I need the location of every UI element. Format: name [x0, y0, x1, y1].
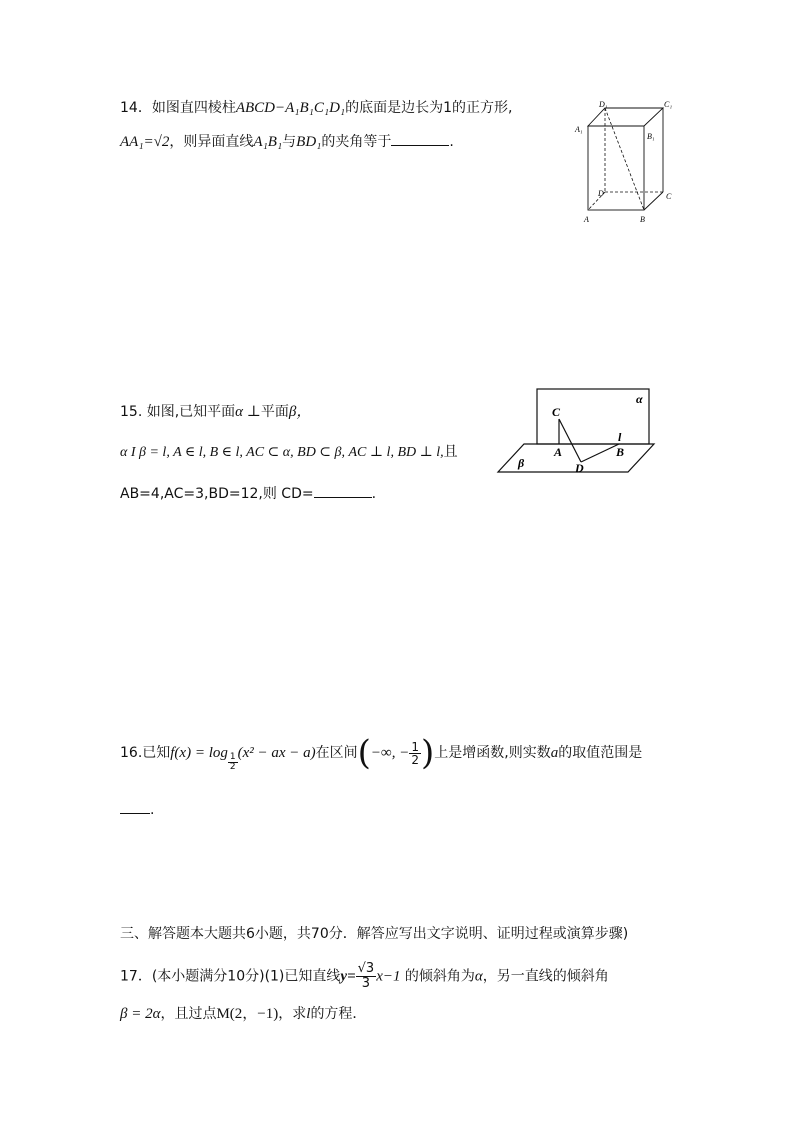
- prism-front-face: [588, 126, 644, 210]
- q16-text: 上是增函数,则实数: [434, 745, 551, 761]
- q15-text: 如图,已知平面: [146, 404, 236, 420]
- label-d: D: [575, 461, 584, 475]
- q14-text: 如图直四棱柱: [151, 100, 236, 116]
- prism-diagonal-bd1: [605, 108, 644, 210]
- q17-line1: [120, 962, 609, 991]
- left-paren: (: [357, 733, 371, 773]
- q17-x-minus-1: x−1: [376, 968, 401, 985]
- q17-text: ，且过点: [160, 1006, 217, 1022]
- q15-conditions: α I β = l, A ∈ l, B ∈ l, AC ⊂ α, BD ⊂ β, AC ⊥ l, BD ⊥ l,: [120, 445, 444, 460]
- q15-beta: β，: [288, 404, 312, 420]
- q16-interval: −∞, −: [370, 745, 410, 761]
- q15-planes-figure: [496, 386, 658, 478]
- q15-text: 且: [443, 444, 458, 460]
- q14-number: 14．: [120, 100, 152, 116]
- q17-number: 17．: [120, 968, 152, 985]
- q15-end: .: [371, 486, 377, 502]
- q14-line2: [120, 132, 454, 152]
- answer-blank[interactable]: [391, 132, 449, 146]
- q15-given: AB=4,AC=3,BD=12,则 CD=: [120, 486, 314, 502]
- q16-line2: [120, 800, 154, 820]
- q17-point: M(2，−1): [216, 1006, 279, 1022]
- label-c: C: [552, 405, 561, 419]
- label-a1: A₁: [575, 125, 583, 134]
- q14-end: .: [449, 134, 454, 150]
- q14-text: 的底面是边长为1的正方形,: [345, 100, 513, 116]
- q17-beta-eq: β = 2α: [120, 1006, 161, 1022]
- label-b1: B₁: [647, 132, 655, 141]
- q16-end: .: [150, 802, 155, 818]
- q14-a1b1: A₁B₁: [253, 134, 283, 150]
- label-alpha: α: [636, 392, 643, 406]
- q16-frac: $\frac{1}{2}$: [411, 739, 419, 767]
- section3-heading: 三、解答题本大题共6小题，共70分．解答应写出文字说明、证明过程或演算步骤): [120, 926, 629, 942]
- label-beta: β: [518, 456, 525, 470]
- label-a: A: [554, 445, 563, 459]
- q16-arg: (x² − ax − a): [237, 745, 316, 761]
- label-c: C: [666, 192, 672, 201]
- q14-aa1: AA₁=√2: [120, 134, 170, 150]
- label-d: D: [598, 189, 604, 198]
- q14-line1: [120, 98, 513, 118]
- q17-text: ，求: [278, 1006, 307, 1022]
- q14-bd1: BD₁: [296, 134, 322, 150]
- q14-prism-figure: [572, 96, 682, 231]
- q15-alpha-perp: α ⊥: [235, 404, 261, 420]
- q14-text: ，则异面直线: [169, 134, 254, 150]
- right-paren: ): [421, 733, 435, 773]
- q15-line2: [120, 442, 458, 463]
- q15-line3: [120, 484, 376, 504]
- q17-text: ，另一直线的倾斜角: [482, 968, 609, 985]
- q17-text: 的倾斜角为: [404, 968, 475, 985]
- q16-line1: [120, 733, 643, 773]
- q15-number: 15.: [120, 404, 143, 420]
- q17-l: l: [306, 1006, 311, 1022]
- q16-log-base: $\frac{1}{2}$: [229, 752, 236, 772]
- segment-bd: [581, 444, 619, 462]
- answer-blank[interactable]: [120, 800, 150, 814]
- q17-score: (本小题满分10分)(1)已知直线: [151, 968, 341, 985]
- q15-text: 平面: [260, 404, 289, 420]
- q16-text: 已知: [142, 745, 171, 761]
- label-b: B: [616, 445, 625, 459]
- q17-slope-frac: $\frac{√3}{3}$: [357, 961, 375, 991]
- q17-alpha: α: [474, 968, 483, 985]
- label-c1: C₁: [664, 100, 673, 109]
- q14-text: 的夹角等于: [321, 134, 392, 150]
- label-d1: D₁: [599, 100, 608, 109]
- prism-top-face: [588, 108, 663, 126]
- prism-edge-cb: [644, 192, 663, 210]
- q15-line1: [120, 402, 311, 422]
- q17-y-eq: y=: [340, 968, 356, 985]
- q16-number: 16.: [120, 745, 143, 761]
- q16-func: f(x) = log: [170, 745, 228, 761]
- q14-prism-name: ABCD−A₁B₁C₁D₁: [235, 100, 346, 116]
- segment-cd: [559, 419, 581, 462]
- q16-text: 在区间: [315, 745, 358, 761]
- q17-line2: [120, 1004, 366, 1024]
- q16-var-a: a: [550, 745, 559, 761]
- label-l: l: [618, 430, 622, 444]
- q17-text: 的方程．: [310, 1006, 367, 1022]
- label-a: A: [584, 215, 589, 224]
- q16-text: 的取值范围是: [558, 745, 643, 761]
- q14-text: 与: [282, 134, 297, 150]
- label-b: B: [640, 215, 645, 224]
- answer-blank[interactable]: [314, 484, 372, 498]
